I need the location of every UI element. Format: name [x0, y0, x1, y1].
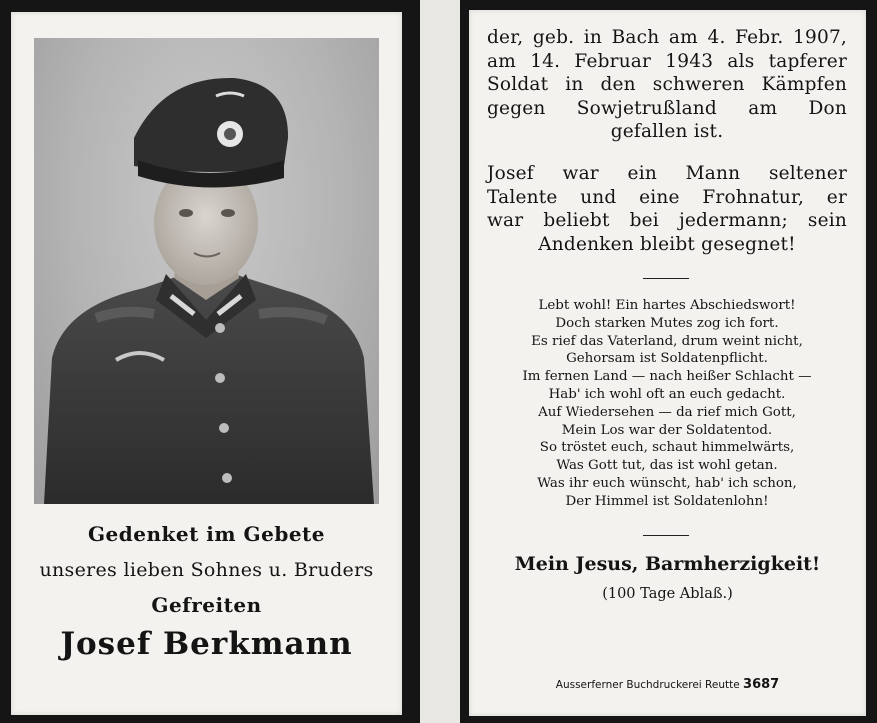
divider-top [643, 278, 689, 279]
poem-line: Was ihr euch wünscht, hab' ich schon, [537, 475, 797, 491]
divider-bottom [643, 535, 689, 536]
poem-block [487, 297, 847, 511]
caption-remember-prayer: Gedenket im Gebete [87, 522, 326, 546]
card-gap-strip [420, 0, 460, 723]
indulgence-note: (100 Tage Ablaß.) [602, 586, 733, 602]
soldier-portrait-illustration [34, 38, 379, 504]
motto: Mein Jesus, Barmherzigkeit! [514, 553, 821, 575]
poem-line: So tröstet euch, schaut himmelwärts, [539, 440, 795, 456]
printer-name: Ausserferner Buchdruckerei Reutte [555, 679, 740, 691]
bio-line-2: am 14. Februar 1943 als tapferer [487, 50, 847, 72]
printer-imprint [469, 677, 866, 692]
tribute-line-2: Talente und eine Frohnatur, er [487, 186, 847, 208]
caption-rank: Gefreiten [151, 593, 262, 617]
tribute-line-4: Andenken bleibt gesegnet! [538, 233, 796, 255]
poem-line: Doch starken Mutes zog ich fort. [555, 315, 779, 331]
poem-line: Im fernen Land — nach heißer Schlacht — [522, 369, 812, 385]
memorial-card-back [469, 10, 866, 716]
printer-number: 3687 [743, 677, 780, 692]
peaked-cap [134, 78, 288, 172]
tribute-line-1: Josef war ein Mann seltener [487, 163, 847, 184]
tribute-line-3: war beliebt bei jedermann; sein [487, 210, 847, 231]
poem-line: Es rief das Vaterland, drum weint nicht, [531, 333, 803, 349]
poem-line: Lebt wohl! Ein hartes Abschiedswort! [538, 298, 796, 313]
poem-line: Auf Wiedersehen — da rief mich Gott, [538, 404, 796, 420]
bio-line-1: der, geb. in Bach am 4. Febr. 1907, [487, 27, 847, 48]
poem-line: Hab' ich wohl oft an euch gedacht. [548, 386, 786, 402]
bio-line-4: gegen Sowjetrußland am Don [487, 97, 847, 119]
poem-line: Gehorsam ist Soldatenpflicht. [566, 351, 768, 367]
portrait-photo [34, 38, 379, 504]
poem-line: Mein Los war der Soldatentod. [561, 422, 773, 438]
poem-line: Der Himmel ist Soldatenlohn! [565, 493, 769, 509]
bio-line-5: gefallen ist. [610, 121, 724, 142]
poem-line: Was Gott tut, das ist wohl getan. [556, 458, 778, 474]
deceased-name: Josef Berkmann [60, 626, 353, 662]
caption-son-brother: unseres lieben Sohnes u. Bruders [39, 559, 374, 581]
uniform-tunic [44, 274, 374, 504]
memorial-card-front [11, 12, 402, 715]
bio-line-3: Soldat in den schweren Kämpfen [487, 74, 847, 95]
